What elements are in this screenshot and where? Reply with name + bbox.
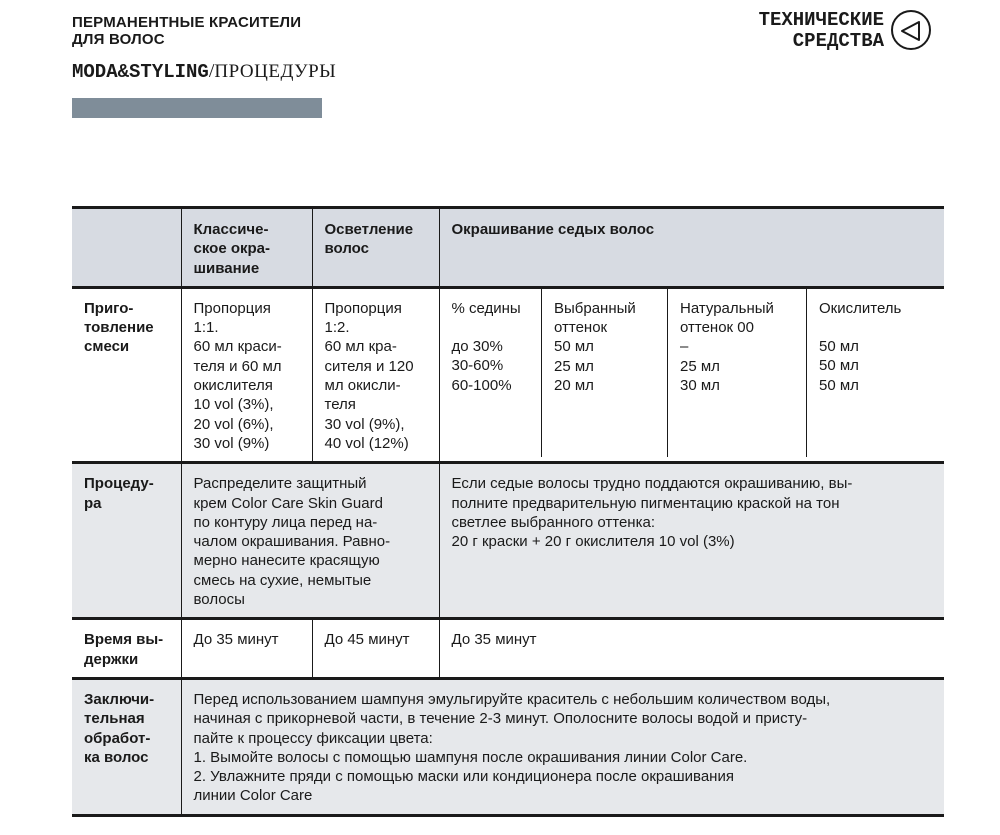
- procedure-line: мерно нанесите красящую: [193, 552, 380, 570]
- gray-hair-mix-table: [440, 289, 945, 457]
- header-gray-hair-line: Окрашивание седых волос: [451, 221, 655, 238]
- procedure-line: Распределите защитный: [193, 475, 367, 493]
- procedure-line: смесь на сухие, немытые: [193, 571, 372, 589]
- row-label-time: [72, 619, 181, 679]
- selected-shade-value: 50 мл: [554, 338, 594, 356]
- procedure-gray-line: Если седые волосы трудно поддаются окрашиванию, вы-: [451, 475, 853, 493]
- row-label-line: Процеду-: [84, 475, 154, 493]
- final-treatment-cell: [181, 678, 944, 815]
- prep-lightening-line: 40 vol (12%): [324, 434, 409, 452]
- header-gray-hair: [439, 208, 944, 288]
- gray-percent-value: 30-60%: [451, 357, 504, 375]
- natural-shade-value: –: [680, 338, 689, 356]
- row-label-line: Приго-: [84, 299, 134, 317]
- table-header-row: [72, 208, 944, 288]
- prep-classic-line: Пропорция: [193, 299, 271, 317]
- prep-classic-line: 10 vol (3%),: [193, 396, 274, 414]
- selected-shade-value: 20 мл: [554, 377, 594, 395]
- document-title-line2: ДЛЯ ВОЛОС: [72, 31, 165, 48]
- breadcrumb: [72, 60, 336, 83]
- natural-shade-header: Натуральный: [680, 299, 774, 317]
- header-classic-line: шивание: [193, 259, 260, 277]
- procedure-line: крем Color Care Skin Guard: [193, 494, 383, 512]
- procedure-line: волосы: [193, 591, 245, 609]
- procedure-line: по контуру лица перед на-: [193, 513, 378, 531]
- gray-percent-value: 60-100%: [451, 376, 512, 394]
- final-treatment-line: начиная с прикорневой части, в течение 2-3 минут. Ополосните волосы водой и присту-: [193, 710, 808, 728]
- gray-percent-column: [440, 289, 542, 457]
- selected-shade-header: Выбранный: [554, 299, 636, 317]
- row-label-final-treatment: [72, 678, 181, 815]
- section-link[interactable]: [759, 10, 884, 52]
- natural-shade-value: 30 мл: [680, 377, 720, 395]
- header-lightening: [312, 208, 439, 288]
- prep-lightening-line: Пропорция: [324, 299, 402, 317]
- natural-shade-column: [668, 289, 807, 457]
- document-title-line1: ПЕРМАНЕНТНЫЕ КРАСИТЕЛИ: [72, 14, 302, 31]
- natural-shade-value: 25 мл: [680, 357, 720, 375]
- time-lightening-cell: До 45 минут: [312, 619, 439, 679]
- header-classic: [181, 208, 312, 288]
- prep-lightening-cell: [312, 287, 439, 462]
- section-link-line2: СРЕДСТВА: [792, 30, 884, 52]
- gray-percent-header: % седины: [451, 299, 521, 317]
- table-row-procedure: [72, 463, 944, 619]
- brand-name: MODA&STYLING: [72, 61, 209, 83]
- prep-classic-line: теля и 60 мл: [193, 357, 282, 375]
- final-treatment-line: пайте к процессу фиксации цвета:: [193, 729, 433, 747]
- row-label-line: тельная: [84, 710, 145, 728]
- table-row-final-treatment: [72, 678, 944, 815]
- prep-lightening-line: 60 мл кра-: [324, 338, 397, 356]
- table-row-preparation: [72, 287, 944, 462]
- prep-lightening-line: 30 vol (9%),: [324, 415, 405, 433]
- prep-gray-cell: [439, 287, 944, 462]
- prep-classic-line: 30 vol (9%): [193, 434, 270, 452]
- row-label-line: смеси: [84, 338, 130, 356]
- prep-classic-line: 1:1.: [193, 319, 219, 337]
- prep-lightening-line: 1:2.: [324, 319, 350, 337]
- row-label-line: Время вы-: [84, 631, 164, 649]
- prep-classic-line: 60 мл краси-: [193, 338, 282, 356]
- procedure-gray-line: светлее выбранного оттенка:: [451, 513, 655, 531]
- header-classic-line: ское окра-: [193, 240, 270, 258]
- final-treatment-line: 2. Увлажните пряди с помощью маски или кондиционера после окрашивания: [193, 768, 734, 786]
- back-button[interactable]: [891, 10, 931, 50]
- header-empty-cell: [72, 208, 181, 288]
- natural-shade-header: оттенок 00: [680, 319, 754, 337]
- prep-lightening-line: теля: [324, 396, 356, 414]
- section-link-line1: ТЕХНИЧЕСКИЕ: [758, 9, 884, 31]
- triangle-left-icon: [900, 20, 922, 42]
- row-label-line: ка волос: [84, 748, 149, 766]
- procedure-classic-lightening-cell: [181, 463, 439, 619]
- oxidizer-column: [807, 289, 945, 457]
- row-label-line: товление: [84, 319, 154, 337]
- row-label-line: ра: [84, 494, 102, 512]
- procedure-gray-line: полните предварительную пигментацию краской на тон: [451, 494, 840, 512]
- oxidizer-value: 50 мл: [819, 376, 859, 394]
- row-label-procedure: [72, 463, 181, 619]
- header-classic-line: Классиче-: [193, 221, 269, 238]
- oxidizer-header: Окислитель: [819, 299, 902, 317]
- row-label-line: держки: [84, 650, 139, 668]
- breadcrumb-separator: /: [208, 60, 215, 82]
- prep-classic-cell: [181, 287, 312, 462]
- final-treatment-line: Перед использованием шампуня эмульгируйте краситель с небольшим количеством воды,: [193, 690, 831, 708]
- table-row-time: [72, 619, 944, 679]
- header-lightening-line: волос: [324, 240, 369, 258]
- row-label-line: Заключи-: [84, 690, 155, 708]
- section-name: ПРОЦЕДУРЫ: [214, 61, 337, 82]
- prep-lightening-line: мл окисли-: [324, 377, 401, 395]
- row-label-line: обработ-: [84, 729, 151, 747]
- procedure-line: чалом окрашивания. Равно-: [193, 533, 391, 551]
- technical-table: [72, 206, 944, 817]
- procedure-gray-line: 20 г краски + 20 г окислителя 10 vol (3%): [451, 533, 735, 551]
- prep-classic-line: окислителя: [193, 377, 273, 395]
- selected-shade-column: [542, 289, 668, 457]
- oxidizer-value: 50 мл: [819, 338, 859, 356]
- time-gray-cell: До 35 минут: [439, 619, 944, 679]
- final-treatment-line: линии Color Care: [193, 787, 313, 805]
- header-accent-bar: [72, 98, 322, 118]
- time-classic-cell: До 35 минут: [181, 619, 312, 679]
- prep-classic-line: 20 vol (6%),: [193, 415, 274, 433]
- header-lightening-line: Осветление: [324, 221, 414, 238]
- final-treatment-line: 1. Вымойте волосы с помощью шампуня после окрашивания линии Color Care.: [193, 748, 748, 766]
- row-label-preparation: [72, 287, 181, 462]
- procedure-gray-cell: [439, 463, 944, 619]
- selected-shade-header: оттенок: [554, 319, 608, 337]
- selected-shade-value: 25 мл: [554, 357, 594, 375]
- oxidizer-value: 50 мл: [819, 357, 859, 375]
- gray-percent-value: до 30%: [451, 338, 503, 356]
- document-header: [72, 14, 301, 48]
- prep-lightening-line: сителя и 120: [324, 357, 414, 375]
